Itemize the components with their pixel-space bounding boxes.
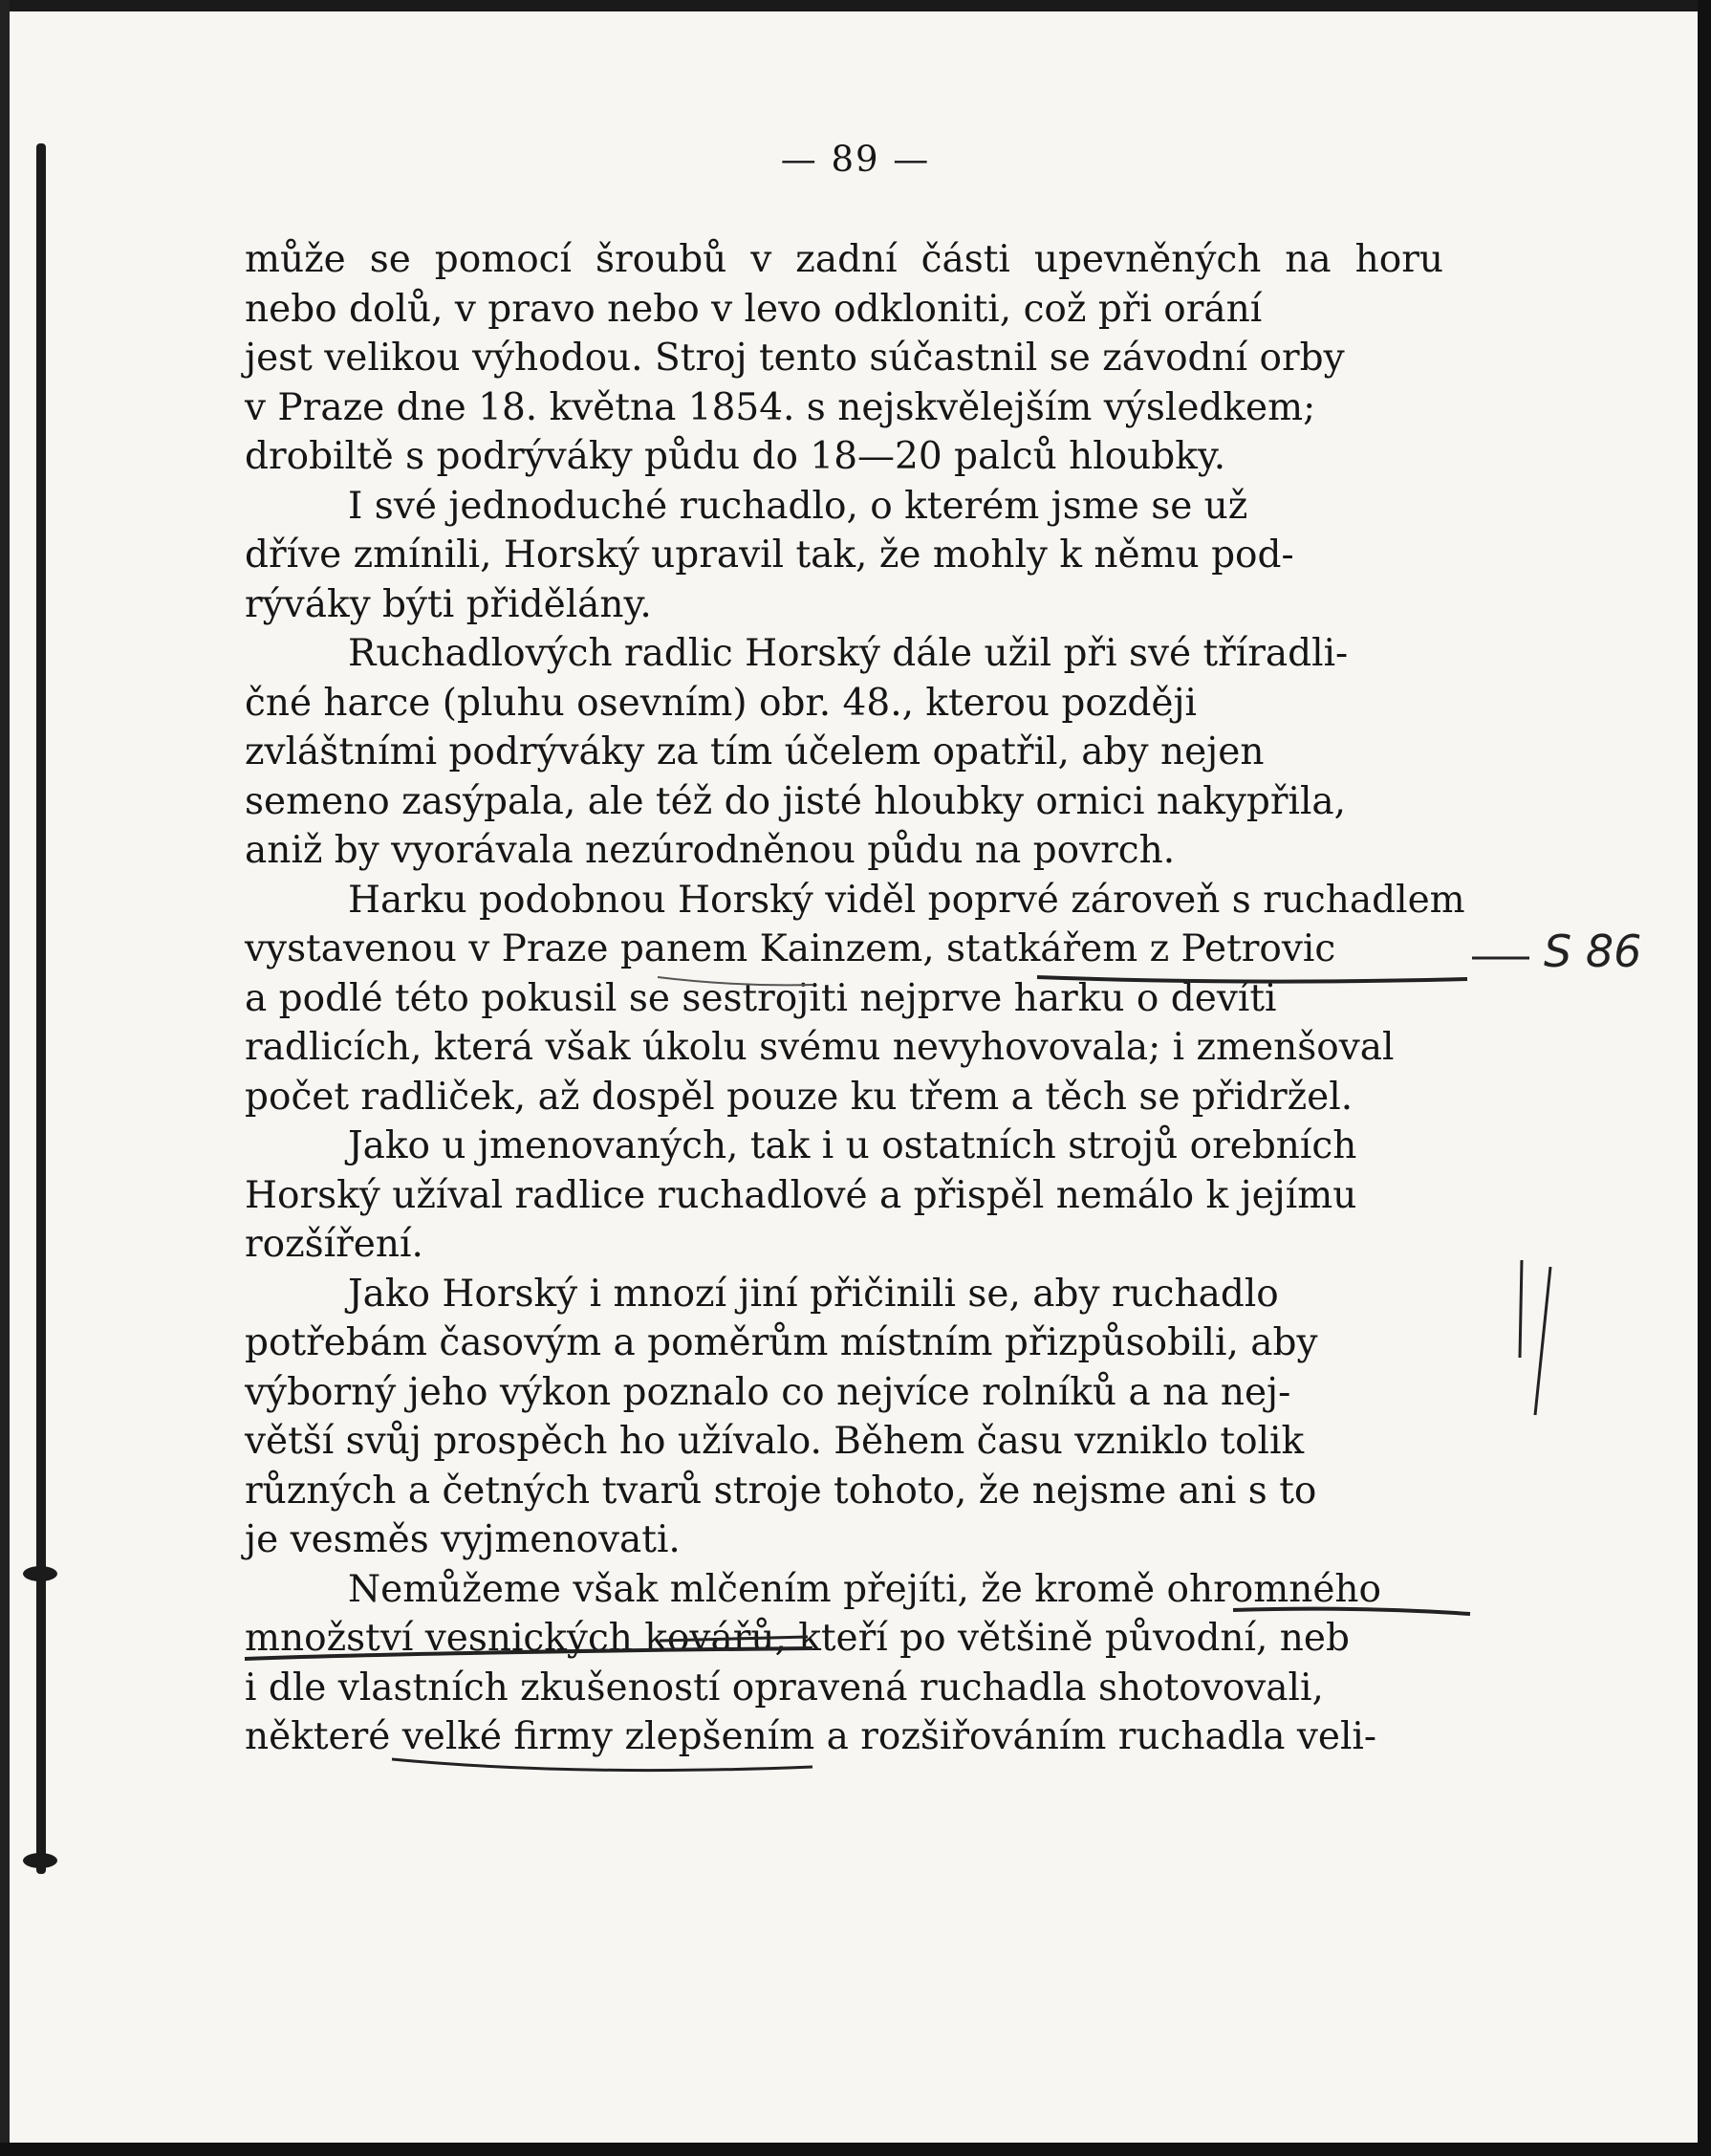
text-line: větší svůj prospěch ho užívalo. Během času vzniklo tolik [245, 1420, 1305, 1463]
text-line: Harku podobnou Horský viděl poprvé zároveň s ruchadlem [348, 878, 1465, 922]
text-line: Jako u jmenovaných, tak i u ostatních strojů orebních [348, 1124, 1357, 1167]
text-line: jest velikou výhodou. Stroj tento súčastnil se závodní orby [245, 337, 1345, 380]
text-line: aniž by vyorávala nezúrodněnou půdu na povrch. [245, 829, 1176, 872]
strike-mark [660, 1637, 808, 1641]
text-line: i dle vlastních zkušeností opravená ruchadla shotovovali, [245, 1666, 1324, 1710]
text-line: nebo dolů, v pravo nebo v levo odkloniti, což při orání [245, 287, 1263, 331]
text-line: některé velké firmy zlepšením a rozšiřováním ruchadla veli- [245, 1715, 1377, 1758]
underline-mark [658, 977, 812, 985]
margin-bar-mark [1520, 1260, 1522, 1358]
underline-mark [1037, 977, 1467, 982]
text-line: Ruchadlových radlic Horský dále užil při své tříradli- [348, 632, 1349, 675]
text-line: různých a četných tvarů stroje tohoto, že nejsme ani s to [245, 1469, 1317, 1513]
text-line: vystavenou v Praze panem Kainzem, statkářem z Petrovic [245, 927, 1336, 970]
text-line: počet radliček, až dospěl pouze ku třem a těch se přidržel. [245, 1075, 1354, 1119]
margin-bar-mark [1535, 1267, 1550, 1415]
margin-note-handwritten: S 86 [1544, 926, 1642, 977]
text-line: dříve zmínili, Horský upravil tak, že mohly k němu pod- [245, 534, 1294, 577]
underline-mark [245, 1648, 812, 1659]
text-line: a podlé této pokusil se sestrojiti nejprve harku o devíti [245, 976, 1277, 1020]
text-line: je vesměs vyjmenovati. [245, 1518, 681, 1561]
text-line: radlicích, která však úkolu svému nevyhovovala; i zmenšoval [245, 1026, 1395, 1069]
text-line: Horský užíval radlice ruchadlové a přispěl nemálo k jejímu [245, 1173, 1357, 1217]
underline-mark [1233, 1609, 1470, 1614]
text-line: rozšíření. [245, 1223, 423, 1266]
text-line: semeno zasýpala, ale též do jisté hloubky ornici nakypřila, [245, 779, 1347, 823]
page-number: — 89 — [780, 139, 931, 180]
text-line: drobiltě s podrýváky půdu do 18—20 palců hloubky. [245, 435, 1226, 478]
text-line: Nemůžeme však mlčením přejíti, že kromě ohromného [348, 1567, 1381, 1611]
text-line: zvláštními podrýváky za tím účelem opatřil, aby nejen [245, 730, 1265, 773]
text-line: rýváky býti přidělány. [245, 582, 652, 626]
text-line: množství vesnických kovářů, kteří po většině původní, neb [245, 1617, 1350, 1660]
text-line: potřebám časovým a poměrům místním přizpůsobili, aby [245, 1321, 1318, 1364]
text-line: v Praze dne 18. května 1854. s nejskvělejším výsledkem; [245, 385, 1316, 429]
text-line: výborný jeho výkon poznalo co nejvíce rolníků a na nej- [245, 1370, 1291, 1414]
text-line: čné harce (pluhu osevním) obr. 48., kterou později [245, 681, 1198, 725]
text-line: může se pomocí šroubů v zadní části upevněných na horu [245, 238, 1443, 281]
text-line: I své jednoduché ruchadlo, o kterém jsme se už [348, 484, 1248, 528]
text-line: Jako Horský i mnozí jiní přičinili se, aby ruchadlo [348, 1272, 1279, 1316]
underline-mark [392, 1759, 812, 1771]
